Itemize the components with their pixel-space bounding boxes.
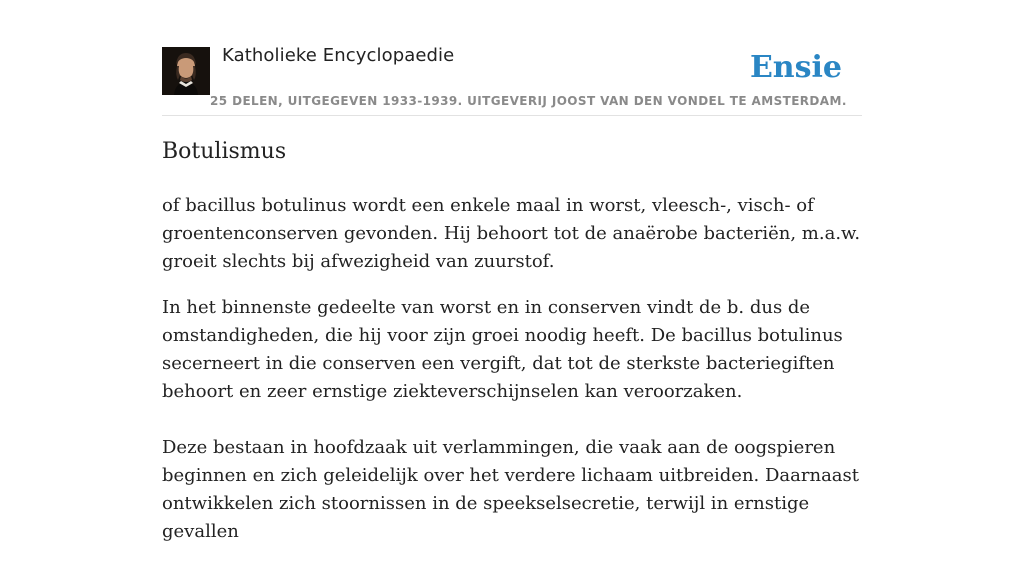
paragraph: of bacillus botulinus wordt een enkele maal in worst, vleesch-, visch- of groentenconserven gevonden. Hij behoort tot de anaërobe bacteriën, m.a.w. groeit slechts bij afwezigheid van zuurstof. bbox=[162, 195, 861, 272]
paragraph: Deze bestaan in hoofdzaak uit verlammingen, die vaak aan de oogspieren beginnen en zich geleidelijk over het verdere lichaam uitbreiden. Daarnaast ontwikkelen zich stoornissen in de speekselsecretie, terwijl in ernstige gevallen bbox=[162, 437, 860, 542]
paragraph: In het binnenste gedeelte van worst en in conserven vindt de b. dus de omstandigheden, die hij voor zijn groei noodig heeft. De bacillus botulinus secerneert in die conserven een vergift, dat tot de sterkste bacteriegiften behoort en zeer ernstige ziekteverschijnselen kan veroorzaken. bbox=[162, 297, 843, 402]
article bbox=[162, 0, 862, 542]
entry-body bbox=[162, 192, 866, 564]
source-avatar[interactable] bbox=[162, 47, 210, 95]
source-title[interactable]: Katholieke Encyclopaedie bbox=[222, 45, 455, 66]
source-meta: 25 DELEN, UITGEGEVEN 1933-1939. UITGEVERIJ JOOST VAN DEN VONDEL TE AMSTERDAM. bbox=[210, 94, 847, 108]
ensie-logo[interactable]: Ensie bbox=[749, 50, 842, 85]
source-header bbox=[162, 0, 862, 116]
portrait-painting-icon bbox=[162, 47, 210, 95]
entry-title: Botulismus bbox=[162, 139, 287, 164]
